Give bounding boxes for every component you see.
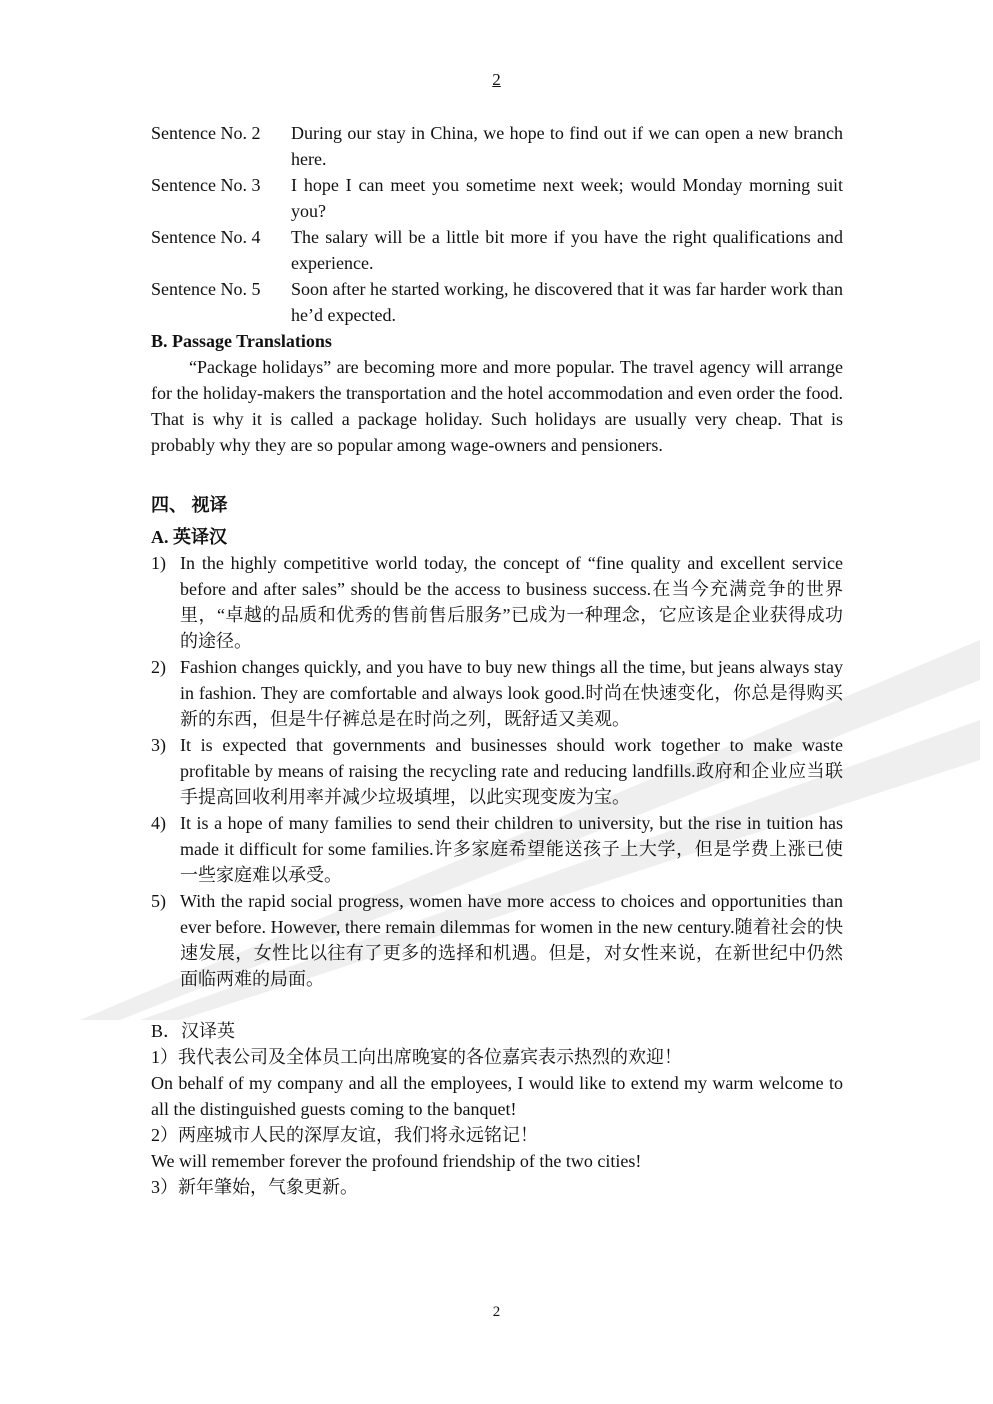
subsection-b-title: B．汉译英: [151, 1021, 236, 1041]
item-text: Fashion changes quickly, and you have to buy new things all the time, but jeans always stay in fashion. They are comfortable and always look good.时尚在快速变化，你总是得购买新的东西，但是牛仔裤总是在时尚之列，既舒适又美观。: [180, 657, 843, 729]
item-text: With the rapid social progress, women have more access to choices and opportunities than ever before. However, there remain dilemmas for women in the new century.随着社会的快速发展，女性比以往有了更多的选择和机遇。但是，对女性来说，在新世纪中仍然面临两难的局面。: [180, 891, 843, 989]
sentence-row: [151, 172, 843, 224]
item-text: In the highly competitive world today, the concept of “fine quality and excellent service before and after sales” should be the access to business success.在当今充满竞争的世界里，“卓越的品质和优秀的售前售后服务”已成为一种理念，它应该是企业获得成功的途径。: [180, 553, 843, 651]
document-body: [151, 120, 843, 1200]
en-translation: We will remember forever the profound friendship of the two cities!: [151, 1151, 642, 1171]
sentence-row: [151, 276, 843, 328]
page-number-bottom: 2: [492, 1304, 501, 1320]
section-title: 四、 视译: [151, 495, 228, 515]
item-number: 3): [151, 735, 166, 755]
list-item: [151, 732, 843, 810]
sentence-label: Sentence No. 2: [151, 123, 261, 143]
subsection-a-title: A. 英译汉: [151, 527, 227, 547]
item-number: 1): [151, 553, 166, 573]
item-number: 5): [151, 891, 166, 911]
page-number-top: 2: [492, 70, 501, 89]
item-number: 2): [151, 657, 166, 677]
item-text: It is a hope of many families to send their children to university, but the rise in tuition has made it difficult for some families.许多家庭希望能送孩子上大学，但是学费上涨已使一些家庭难以承受。: [180, 813, 843, 885]
sentence-text: During our stay in China, we hope to find out if we can open a new branch here.: [291, 123, 843, 169]
passage-text: “Package holidays” are becoming more and more popular. The travel agency will arrange for the holiday-makers the transportation and the hotel accommodation and even order the food. That is why it is called a package holiday. Such holidays are usually very cheap. That is probably why they are so popular among wage-owners and pensioners.: [151, 357, 843, 455]
sentence-text: I hope I can meet you sometime next week; would Monday morning suit you?: [291, 175, 843, 221]
zh-sentence: 2）两座城市人民的深厚友谊，我们将永远铭记！: [151, 1125, 538, 1145]
sentence-text: The salary will be a little bit more if you have the right qualifications and experience.: [291, 227, 843, 273]
sentence-label: Sentence No. 4: [151, 227, 261, 247]
sentence-text: Soon after he started working, he discovered that it was far harder work than he’d expected.: [291, 279, 843, 325]
list-item: [151, 810, 843, 888]
item-text: It is expected that governments and businesses should work together to make waste profitable by means of raising the recycling rate and reducing landfills.政府和企业应当联手提高回收利用率并减少垃圾填埋，以此实现变废为宝。: [180, 735, 843, 807]
passage-heading: B. Passage Translations: [151, 331, 332, 351]
zh-sentence: 1）我代表公司及全体员工向出席晚宴的各位嘉宾表示热烈的欢迎！: [151, 1047, 682, 1067]
list-item: [151, 654, 843, 732]
list-item: [151, 888, 843, 992]
sentence-row: [151, 120, 843, 172]
sentence-label: Sentence No. 5: [151, 279, 261, 299]
sentence-row: [151, 224, 843, 276]
en-translation: On behalf of my company and all the employees, I would like to extend my warm welcome to all the distinguished guests coming to the banquet!: [151, 1073, 843, 1119]
item-number: 4): [151, 813, 166, 833]
zh-sentence: 3）新年肇始，气象更新。: [151, 1177, 358, 1197]
sentence-label: Sentence No. 3: [151, 175, 261, 195]
list-item: [151, 550, 843, 654]
